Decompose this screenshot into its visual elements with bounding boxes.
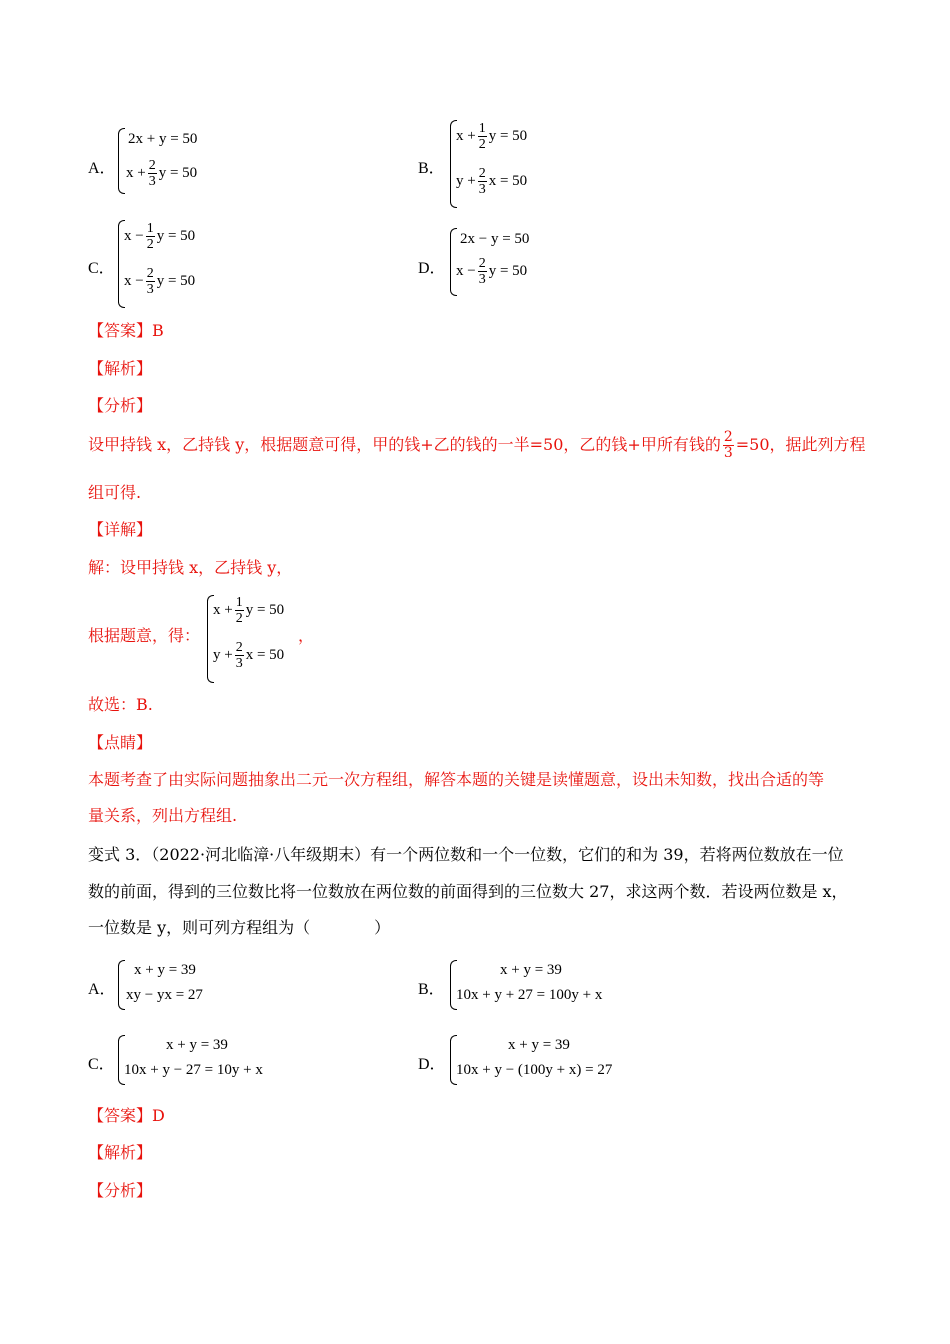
detail-line1: 解：设甲持钱 x，乙持钱 y， bbox=[88, 558, 293, 577]
answer-label: 【答案】B bbox=[88, 321, 164, 340]
q3-option-d-label: D． bbox=[418, 1056, 446, 1073]
q3-stem-line2: 数的前面，得到的三位数比将一位数放在两位数的前面得到的三位数大 27，求这两个数．若设两位数是 x， bbox=[88, 882, 848, 901]
fenxi-line2: 组可得. bbox=[88, 483, 142, 502]
q3-option-a-eq1: x + y = 39 bbox=[134, 962, 196, 978]
option-c-eq2: x − $\frac{2}{3}$ y = 50 bbox=[124, 266, 196, 297]
detail-eq1: x + $\frac{1}{2}$ y = 50 bbox=[213, 595, 285, 626]
detail-line2-label: 根据题意，得： bbox=[88, 626, 201, 645]
option-a-eq2: x + $\frac{2}{3}$ y = 50 bbox=[126, 158, 198, 189]
q3-option-c-label: C． bbox=[88, 1056, 115, 1073]
dianjing-heading: 【点睛】 bbox=[88, 733, 153, 752]
option-a-eq1: 2x + y = 50 bbox=[128, 131, 198, 147]
dianjing-line2: 量关系，列出方程组. bbox=[88, 806, 238, 825]
q3-fenxi-heading: 【分析】 bbox=[88, 1181, 153, 1200]
q3-option-c-eq1: x + y = 39 bbox=[166, 1037, 228, 1053]
option-a-label: A． bbox=[88, 160, 116, 177]
detail-heading: 【详解】 bbox=[88, 520, 153, 539]
option-b-label: B． bbox=[418, 160, 445, 177]
brace bbox=[118, 128, 125, 194]
q3-option-b-eq2: 10x + y + 27 = 100y + x bbox=[456, 987, 603, 1003]
detail-eq2: y + $\frac{2}{3}$ x = 50 bbox=[213, 640, 285, 671]
q3-option-c-eq2: 10x + y − 27 = 10y + x bbox=[124, 1062, 263, 1078]
detail-comma: ， bbox=[298, 626, 315, 645]
q3-option-b-eq1: x + y = 39 bbox=[500, 962, 562, 978]
q3-analysis-heading: 【解析】 bbox=[88, 1143, 153, 1162]
q3-answer-label: 【答案】D bbox=[88, 1106, 165, 1125]
option-b-eq1: x + $\frac{1}{2}$ y = 50 bbox=[456, 121, 528, 152]
brace bbox=[118, 960, 125, 1010]
q3-option-d-eq1: x + y = 39 bbox=[508, 1037, 570, 1053]
fenxi-line1: 设甲持钱 x，乙持钱 y，根据题意可得，甲的钱+乙的钱的一半=50，乙的钱+甲所有钱的 $\frac{2}{3}$ =50，据此列方程 bbox=[88, 429, 866, 461]
option-b-eq2: y + $\frac{2}{3}$ x = 50 bbox=[456, 166, 528, 197]
q3-option-a-eq2: xy − yx = 27 bbox=[126, 987, 203, 1003]
q3-option-a-label: A． bbox=[88, 981, 116, 998]
choice-line: 故选：B. bbox=[88, 695, 153, 714]
analysis-heading: 【解析】 bbox=[88, 359, 153, 378]
dianjing-line1: 本题考查了由实际问题抽象出二元一次方程组，解答本题的关键是读懂题意，设出未知数，找出合适的等 bbox=[88, 770, 825, 789]
q3-option-b-label: B． bbox=[418, 981, 445, 998]
option-d-label: D． bbox=[418, 260, 446, 277]
option-c-eq1: x − $\frac{1}{2}$ y = 50 bbox=[124, 221, 196, 252]
q3-option-d-eq2: 10x + y − (100y + x) = 27 bbox=[456, 1062, 613, 1078]
q3-stem-line1: 变式 3．（2022·河北临漳·八年级期末）有一个两位数和一个一位数，它们的和为 39，若将两位数放在一位 bbox=[88, 845, 844, 864]
option-d-eq1: 2x − y = 50 bbox=[460, 231, 530, 247]
option-c-label: C． bbox=[88, 260, 115, 277]
option-d-eq2: x − $\frac{2}{3}$ y = 50 bbox=[456, 256, 528, 287]
q3-stem-line3: 一位数是 y，则可列方程组为（ ） bbox=[88, 918, 391, 937]
fenxi-heading: 【分析】 bbox=[88, 396, 153, 415]
